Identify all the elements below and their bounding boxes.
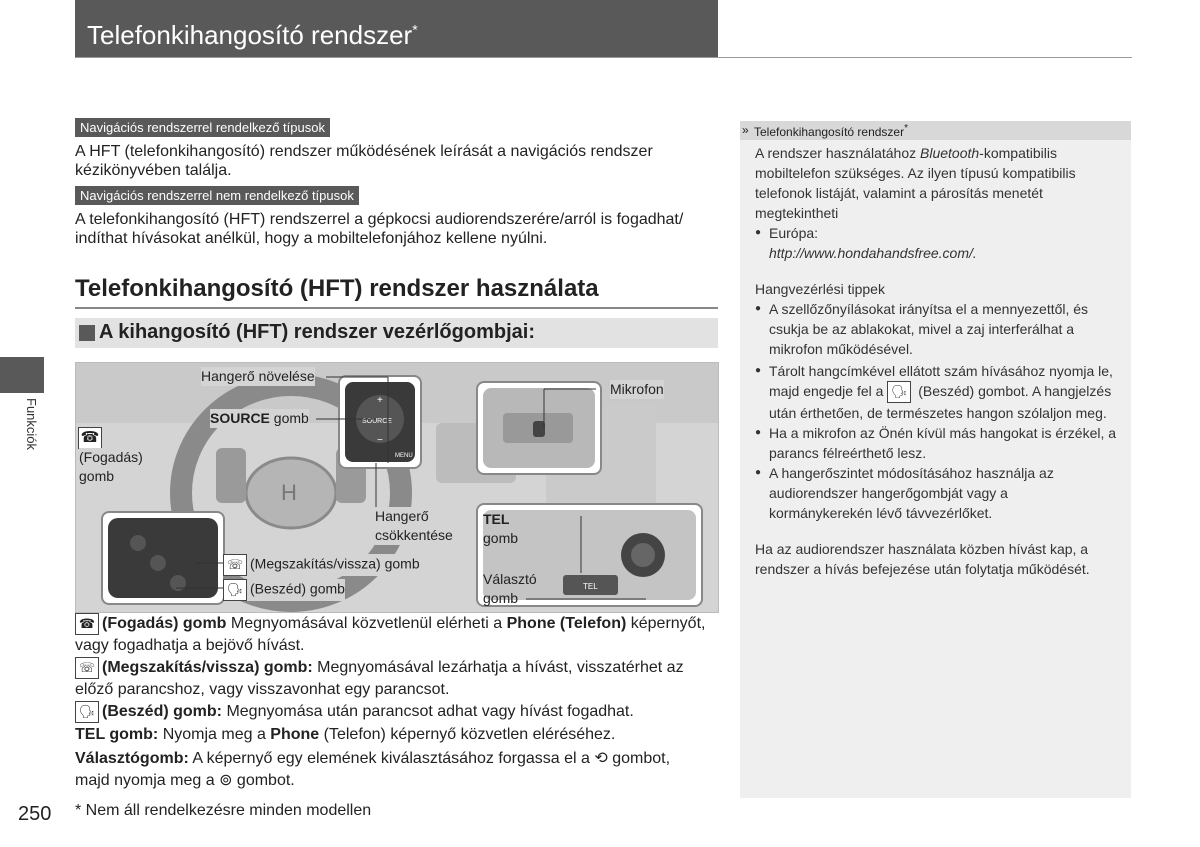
microphone-label: Mikrofon xyxy=(610,381,664,397)
hangup-label: ☏ (Megszakítás/vissza) gomb xyxy=(223,554,420,576)
tel-description: TEL gomb: Nyomja meg a Phone (Telefon) képernyő közvetlen eléréséhez. xyxy=(75,726,616,743)
talk-icon: 🗣 xyxy=(887,381,911,403)
section-rule xyxy=(75,307,718,309)
svg-text:MENU: MENU xyxy=(395,453,413,459)
non-nav-paragraph: A telefonkihangosító (HFT) rendszerrel a gépkocsi audiorendszerére/arról is fogadhat/ indíthat hívásokat anélkül, hogy a mobiltelefonjához kellene nyúlni. xyxy=(75,211,684,247)
pickup-label: (Fogadás) gomb xyxy=(79,449,143,484)
square-bullet-icon xyxy=(79,325,95,341)
svg-text:H: H xyxy=(281,480,297,505)
pickup-description: ☎ (Fogadás) gomb Megnyomásával közvetlenül elérheti a Phone (Telefon) képernyőt, vagy fogadhatja a bejövő hívást. xyxy=(75,613,725,657)
selector-description: Választógomb: A képernyő egy elemének kiválasztásához forgassa el a ⟲ gombot, majd nyomja meg a ⊚ gombot. xyxy=(75,750,671,789)
page-number: 250 xyxy=(18,803,52,825)
tel-label: TEL gomb xyxy=(483,511,519,546)
source-button-label: SOURCE xyxy=(362,418,392,425)
footnote: * Nem áll rendelkezésre minden modellen xyxy=(75,802,372,819)
svg-text:−: − xyxy=(377,435,383,446)
svg-text:TEL: TEL xyxy=(583,582,598,591)
sidebar-header xyxy=(740,121,1131,140)
nav-types-tag: Navigációs rendszerrel rendelkező típusok xyxy=(75,118,330,137)
phone-pickup-icon: ☎ xyxy=(78,427,102,449)
selector-label: Választó gomb xyxy=(483,571,537,606)
volume-down-label: Hangerő csökkentése xyxy=(375,508,453,543)
rotate-knob-icon: ⟲ xyxy=(594,750,608,767)
header-rule xyxy=(75,57,1132,58)
subsection-title: A kihangosító (HFT) rendszer vezérlőgombjai: xyxy=(99,321,535,343)
hang-up-icon: ☏ xyxy=(223,554,247,576)
talk-icon: 🗣 xyxy=(75,701,99,723)
double-arrow-icon: » xyxy=(742,123,749,137)
page-title: Telefonkihangosító rendszer* xyxy=(87,20,418,50)
phone-pickup-icon: ☎ xyxy=(75,613,99,635)
talk-label: 🗣 (Beszéd) gomb xyxy=(223,579,345,601)
handsfree-link[interactable]: http://www.hondahandsfree.com/. xyxy=(769,245,977,261)
sidebar-content: A rendszer használatához Bluetooth-kompatibilis mobiltelefon szükséges. Az ilyen típusú kompatibilis telefonok listáját, valamint a párosítás menetét megtekintheti ● Európa: http://www.hondahandsfree.com/. Hangvezérlési tippek ● A szellőzőnyílásokat irányítsa el a mennyezettől, és csukja be az ablakokat, mivel a zaj interferálhat a mikrofon működésével. ● Tárolt hangcímkével ellátott szám hívásához nyomja le, majd engedje fel a 🗣 (Beszéd) gombot. A hangjelzés után érthetően, de természetes hangon szólaljon meg. ● Ha a mikrofon az Önén kívül más hangokat is érzékel, a parancs félreérthető lesz. ● A hangerőszintet módosításához használja az audiorendszer hangerőgombját vagy a kormánykerekén lévő távvezérlőket. Ha az audiorendszer használata közben hívást kap, a rendszer a hívás befejezése után folytatja működését. xyxy=(755,143,1125,579)
page-title-bar xyxy=(75,0,718,57)
chapter-tab xyxy=(0,357,44,393)
sidebar-title: Telefonkihangosító rendszer* xyxy=(754,123,908,139)
non-nav-types-tag: Navigációs rendszerrel nem rendelkező típusok xyxy=(75,186,359,205)
chapter-tab-label: Funkciók xyxy=(24,398,39,451)
talk-description: 🗣 (Beszéd) gomb: Megnyomása után parancsot adhat vagy hívást fogadhat. xyxy=(75,701,725,723)
press-knob-icon: ⊚ xyxy=(219,772,233,789)
source-button-callout: SOURCE gomb xyxy=(210,410,309,426)
section-title: Telefonkihangosító (HFT) rendszer használata xyxy=(75,275,599,302)
subsection-bar xyxy=(75,318,718,348)
talk-icon: 🗣 xyxy=(223,579,247,601)
volume-up-label: Hangerő növelése xyxy=(201,368,315,384)
hang-up-icon: ☏ xyxy=(75,657,99,679)
svg-text:+: + xyxy=(377,395,383,406)
nav-paragraph: A HFT (telefonkihangosító) rendszer működésének leírását a navigációs rendszer kézikönyvében találja. xyxy=(75,143,653,179)
hangup-description: ☏ (Megszakítás/vissza) gomb: Megnyomásával lezárhatja a hívást, visszatérhet az előző parancshoz, vagy visszavonhat egy parancsot. xyxy=(75,657,725,701)
